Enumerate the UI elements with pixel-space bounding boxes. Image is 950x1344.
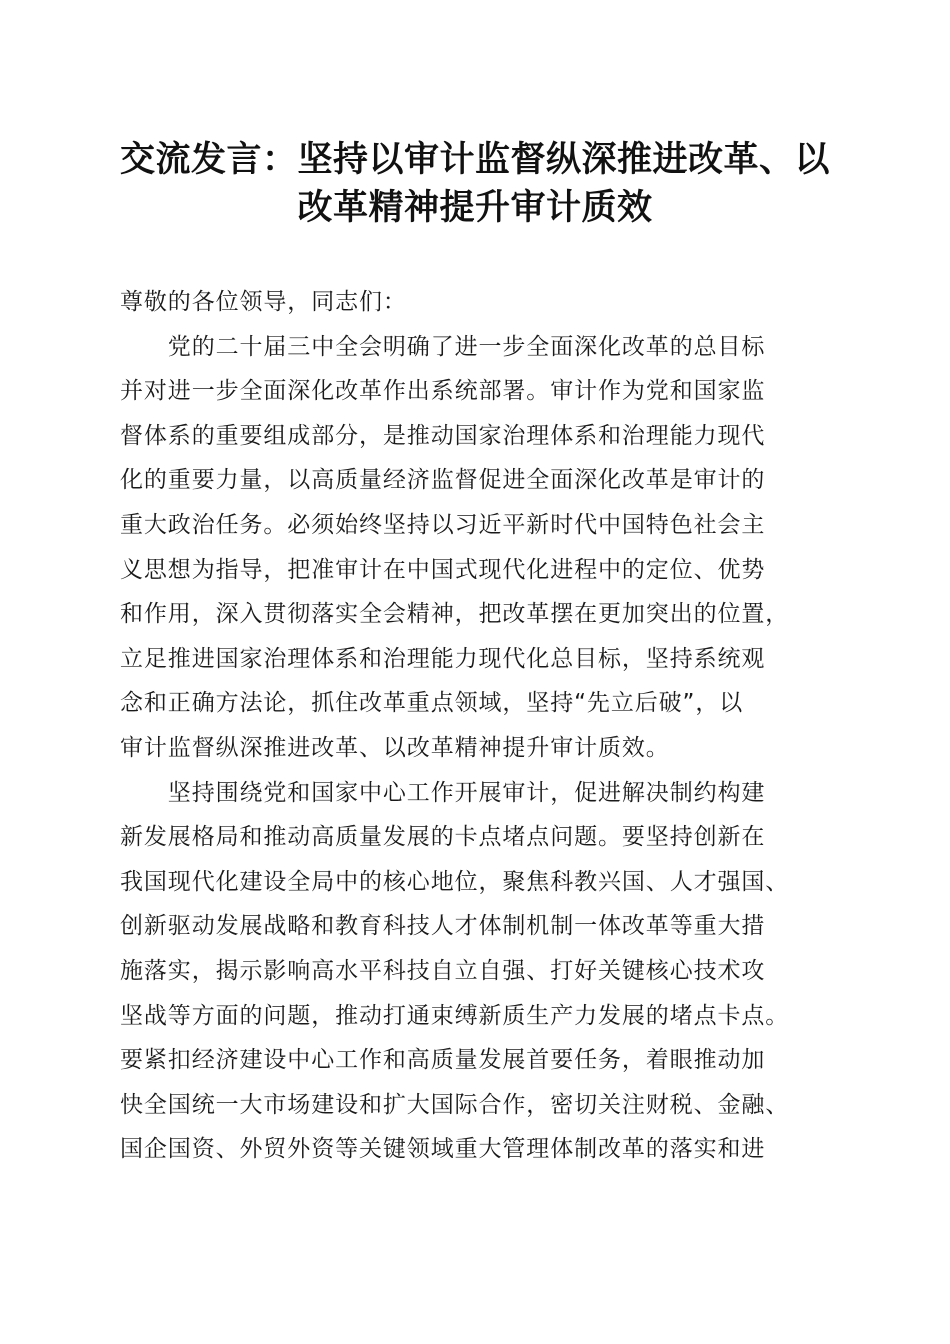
body-line: 坚持围绕党和国家中心工作开展审计，促进解决制约构建 — [120, 779, 766, 806]
body-line: 和作用，深入贯彻落实全会精神，把改革摆在更加突出的位置， — [120, 601, 790, 628]
body-line: 要紧扣经济建设中心工作和高质量发展首要任务，着眼推动加 — [120, 1047, 766, 1074]
body-line: 化的重要力量，以高质量经济监督促进全面深化改革是审计的 — [120, 467, 766, 494]
body-line: 快全国统一大市场建设和扩大国际合作，密切关注财税、金融、 — [120, 1091, 790, 1118]
salutation: 尊敬的各位领导，同志们： — [120, 289, 407, 315]
body-line: 重大政治任务。必须始终坚持以习近平新时代中国特色社会主 — [120, 511, 766, 538]
body-line: 并对进一步全面深化改革作出系统部署。审计作为党和国家监 — [120, 378, 766, 405]
body-line: 念和正确方法论，抓住改革重点领域，坚持“先立后破”，以 — [120, 690, 744, 717]
body-line: 督体系的重要组成部分，是推动国家治理体系和治理能力现代 — [120, 422, 766, 449]
body-line: 立足推进国家治理体系和治理能力现代化总目标，坚持系统观 — [120, 645, 766, 672]
body-line: 创新驱动发展战略和教育科技人才体制机制一体改革等重大措 — [120, 913, 766, 940]
body-line: 新发展格局和推动高质量发展的卡点堵点问题。要坚持创新在 — [120, 824, 766, 851]
body-line: 施落实，揭示影响高水平科技自立自强、打好关键核心技术攻 — [120, 957, 766, 984]
body-line: 义思想为指导，把准审计在中国式现代化进程中的定位、优势 — [120, 556, 766, 583]
body-line: 坚战等方面的问题，推动打通束缚新质生产力发展的堵点卡点。 — [120, 1002, 790, 1029]
document-body — [120, 280, 830, 1172]
body-line: 国企国资、外贸外资等关键领域重大管理体制改革的落实和进 — [120, 1136, 766, 1163]
body-line: 审计监督纵深推进改革、以改革精神提升审计质效。 — [120, 734, 670, 761]
body-line: 我国现代化建设全局中的核心地位，聚焦科教兴国、人才强国、 — [120, 868, 790, 895]
document-title — [110, 136, 840, 232]
body-line: 党的二十届三中全会明确了进一步全面深化改革的总目标 — [120, 333, 766, 360]
title-line: 交流发言：坚持以审计监督纵深推进改革、以 — [119, 139, 830, 180]
title-line: 改革精神提升审计质效 — [297, 187, 653, 228]
